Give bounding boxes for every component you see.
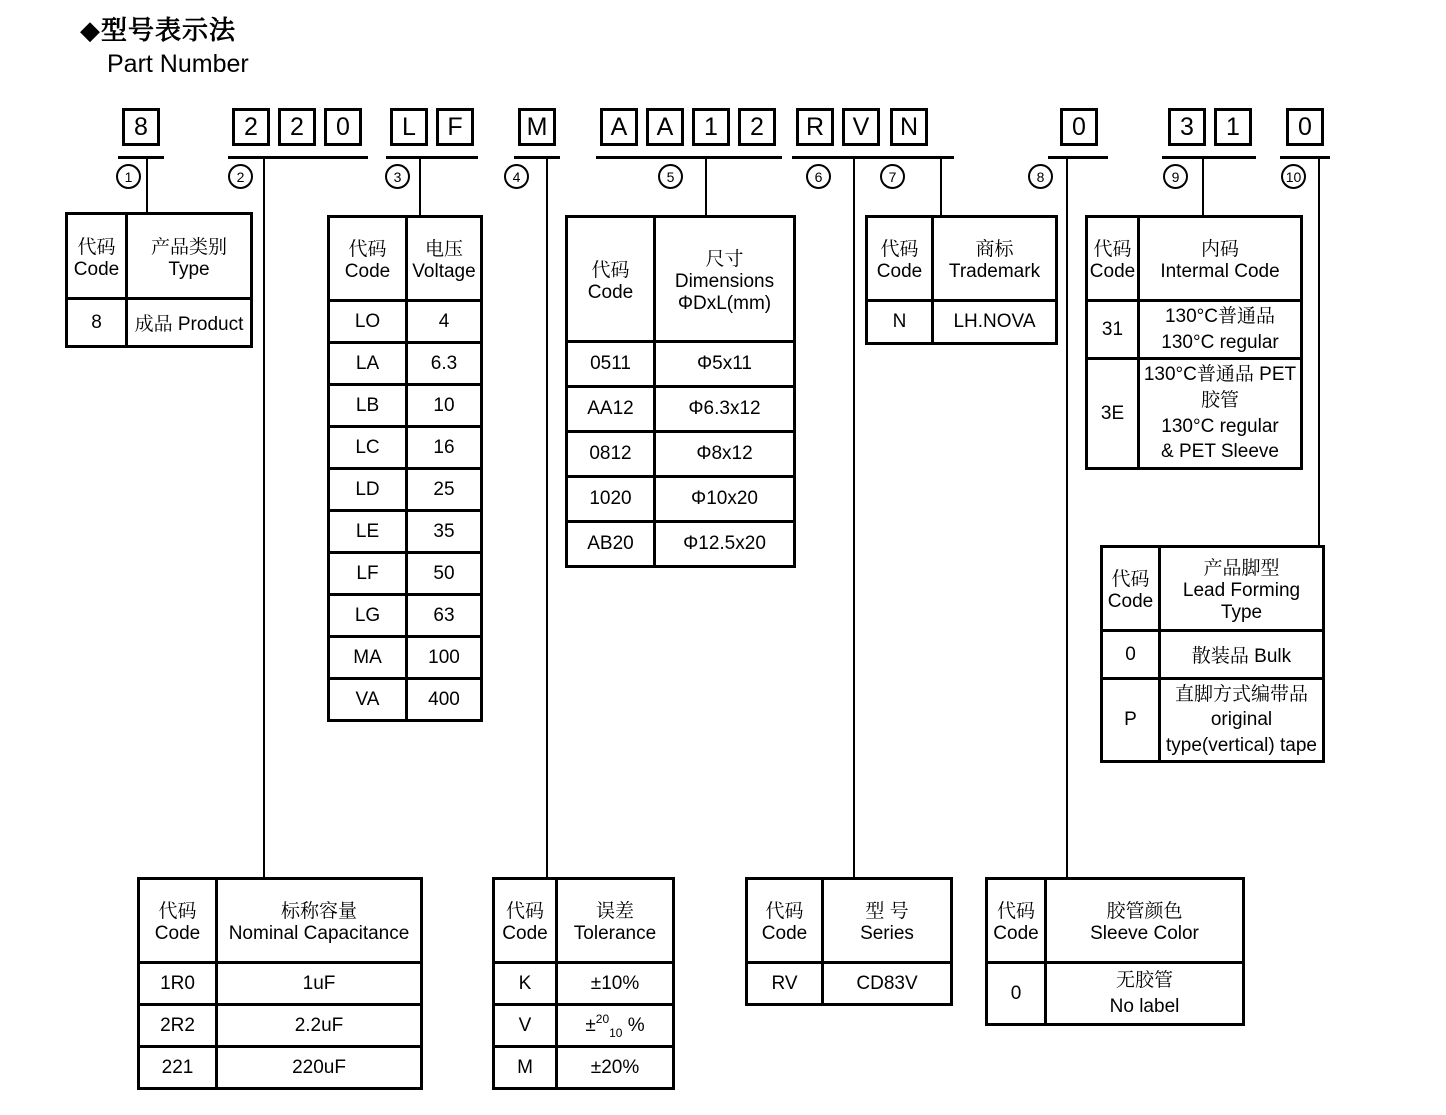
header-line: Code [502,923,548,944]
header-line: Type [168,258,210,280]
code-cell: 8 [67,299,127,347]
value-line: No label [1109,995,1180,1017]
value-line: 130°C regular [1161,331,1279,353]
value-cell: LH.NOVA [933,301,1057,344]
value-cell: 1uF [217,963,422,1005]
connector-line [1318,157,1320,545]
header-cell [67,214,127,299]
code-cell: MA [329,637,407,679]
tolerance-percent: % [627,1014,645,1036]
header-line: 代码 [591,259,630,281]
part-number-box: F [436,108,474,146]
header-cell [655,217,795,342]
value-cell: 16 [407,427,482,469]
capacitance-table [137,877,423,1090]
header-cell [329,217,407,301]
value-cell: 10 [407,385,482,427]
code-cell: 0 [1102,631,1160,679]
code-cell: 0511 [567,342,655,387]
header-line: Intermal Code [1160,261,1280,282]
header-line: Nominal Capacitance [228,923,410,944]
value-cell: 散装品 Bulk [1160,631,1324,679]
value-line: 胶管 [1200,389,1239,411]
header-line: 电压 [424,239,463,260]
header-cell [557,879,674,963]
circled-number: 3 [385,164,410,189]
code-cell: LF [329,553,407,595]
value-cell: 220uF [217,1047,422,1089]
header-line: Code [761,923,808,944]
value-line: original [1210,709,1273,731]
value-cell: 成品 Product [127,299,252,347]
circled-number: 7 [880,164,905,189]
part-number-box: A [600,108,638,146]
trademark-table [865,215,1058,345]
header-cell [1160,547,1324,631]
circled-number: 1 [116,164,141,189]
header-line: Code [1107,591,1154,612]
group-underline [596,156,782,159]
header-line: Code [1089,261,1136,282]
header-cell [987,879,1046,963]
circled-number: 8 [1028,164,1053,189]
value-cell: 25 [407,469,482,511]
group-underline [1162,156,1256,159]
circled-number: 5 [658,164,683,189]
header-line: Sleeve Color [1090,923,1199,944]
group-underline [1048,156,1108,159]
code-cell: AA12 [567,387,655,432]
connector-line [146,157,148,212]
value-cell [1046,963,1244,1025]
group-underline [884,156,954,159]
code-cell: N [867,301,933,344]
sleeve-color-table [985,877,1245,1026]
part-number-box: 1 [692,108,730,146]
header-line: 内码 [1200,239,1239,260]
connector-line [546,157,548,877]
value-cell: 50 [407,553,482,595]
tolerance-table [492,877,675,1090]
header-cell [407,217,482,301]
header-line: Type [1220,602,1263,623]
header-line: Code [73,258,120,280]
connector-line [705,157,707,215]
header-line: 标称容量 [280,901,357,922]
value-cell: Φ8x12 [655,432,795,477]
tolerance-sign: ± [585,1014,596,1036]
group-underline [514,156,560,159]
header-line: Code [587,281,634,303]
header-line: 代码 [765,901,804,922]
code-cell: 31 [1087,301,1139,359]
header-line: Tolerance [573,923,657,944]
page-title-en: Part Number [107,50,249,78]
part-number-box: R [796,108,834,146]
part-number-box: 2 [232,108,270,146]
part-number-box: A [646,108,684,146]
value-cell [1160,679,1324,762]
value-cell [1139,301,1302,359]
header-line: Trademark [948,261,1041,282]
value-line: 130°C普通品 [1164,305,1276,327]
code-cell: 0 [987,963,1046,1025]
code-cell: 3E [1087,359,1139,469]
group-underline [1280,156,1330,159]
value-cell: Φ6.3x12 [655,387,795,432]
product-type-table [65,212,253,348]
header-line: Lead Forming [1182,580,1301,601]
series-table [745,877,953,1006]
header-cell [139,879,217,963]
part-number-box: L [390,108,428,146]
code-cell: VA [329,679,407,721]
group-underline [792,156,884,159]
header-line: Dimensions [674,270,775,292]
voltage-table [327,215,483,722]
value-cell: 4 [407,301,482,343]
code-cell: P [1102,679,1160,762]
header-cell [1139,217,1302,301]
header-line: 代码 [348,239,387,260]
value-cell: ±10% [557,963,674,1005]
code-cell: 221 [139,1047,217,1089]
circled-number: 2 [228,164,253,189]
tolerance-plus-value: 20 [595,1011,610,1026]
code-cell: 2R2 [139,1005,217,1047]
code-cell: RV [747,963,823,1005]
value-line: 130°C regular [1161,415,1279,437]
header-line: 尺寸 [705,248,744,270]
header-cell [823,879,952,963]
value-cell: 2.2uF [217,1005,422,1047]
header-cell [567,217,655,342]
code-cell: 0812 [567,432,655,477]
value-cell: Φ5x11 [655,342,795,387]
part-number-box: 3 [1168,108,1206,146]
value-line: type(vertical) tape [1165,734,1317,756]
circled-number: 10 [1281,164,1306,189]
part-number-box: N [890,108,928,146]
group-underline [118,156,164,159]
code-cell: LC [329,427,407,469]
value-cell: Φ12.5x20 [655,522,795,567]
header-line: Code [344,261,391,282]
value-cell [1139,359,1302,469]
part-number-box: 2 [738,108,776,146]
header-cell [1046,879,1244,963]
value-cell: CD83V [823,963,952,1005]
part-number-box: 0 [324,108,362,146]
code-cell: LG [329,595,407,637]
value-cell: Φ10x20 [655,477,795,522]
header-line: 代码 [880,239,919,260]
header-line: 产品脚型 [1203,558,1280,579]
internal-code-table [1085,215,1303,470]
code-cell: V [494,1005,557,1047]
part-number-box: M [518,108,556,146]
header-line: Series [860,923,914,944]
lead-forming-table [1100,545,1325,763]
code-cell: LE [329,511,407,553]
tolerance-minus-value: 10 [609,1025,623,1040]
dimensions-table [565,215,796,568]
code-cell: 1R0 [139,963,217,1005]
header-cell [867,217,933,301]
header-line: 型 号 [865,901,909,922]
connector-line [263,157,265,877]
part-number-box: 2 [278,108,316,146]
header-line: 商标 [975,239,1014,260]
connector-line [1202,157,1204,215]
header-cell [747,879,823,963]
header-line: 胶管颜色 [1106,901,1183,922]
value-line: 直脚方式编带品 [1174,683,1308,705]
group-underline [228,156,368,159]
value-cell: 400 [407,679,482,721]
header-cell [494,879,557,963]
circled-number: 9 [1163,164,1188,189]
connector-line [940,157,942,215]
code-cell: K [494,963,557,1005]
header-line: Code [154,923,201,944]
header-line: Voltage [412,261,476,282]
value-cell: 6.3 [407,343,482,385]
code-cell: LB [329,385,407,427]
code-cell: LA [329,343,407,385]
header-line: 代码 [505,901,544,922]
header-line: 产品类别 [150,236,227,258]
header-line: Code [993,923,1039,944]
header-line: 代码 [158,901,197,922]
header-line: 代码 [1093,239,1132,260]
header-cell [217,879,422,963]
value-cell: ±20% [557,1047,674,1089]
part-number-box: 1 [1214,108,1252,146]
circled-number: 6 [806,164,831,189]
connector-line [1066,157,1068,877]
group-underline [386,156,478,159]
header-cell [127,214,252,299]
part-number-box: 0 [1286,108,1324,146]
code-cell: LD [329,469,407,511]
value-line: & PET Sleeve [1161,441,1279,463]
header-cell [1102,547,1160,631]
page-title-cn: ◆型号表示法 [80,15,236,45]
header-line: 代码 [77,236,116,258]
value-line: 130°C普通品 PET [1143,364,1297,386]
header-line: ΦDxL(mm) [677,292,772,314]
code-cell: LO [329,301,407,343]
value-cell [557,1005,674,1047]
connector-line [419,157,421,215]
header-line: 误差 [595,901,634,922]
header-line: 代码 [996,901,1035,922]
header-cell [933,217,1057,301]
header-line: 代码 [1111,569,1150,590]
part-number-box: 0 [1060,108,1098,146]
value-cell: 35 [407,511,482,553]
code-cell: AB20 [567,522,655,567]
header-cell [1087,217,1139,301]
part-number-box: 8 [122,108,160,146]
value-cell: 63 [407,595,482,637]
connector-line [853,157,855,877]
part-number-box: V [842,108,880,146]
value-cell: 100 [407,637,482,679]
code-cell: 1020 [567,477,655,522]
value-line: 无胶管 [1115,969,1173,991]
circled-number: 4 [504,164,529,189]
code-cell: M [494,1047,557,1089]
header-line: Code [876,261,923,282]
